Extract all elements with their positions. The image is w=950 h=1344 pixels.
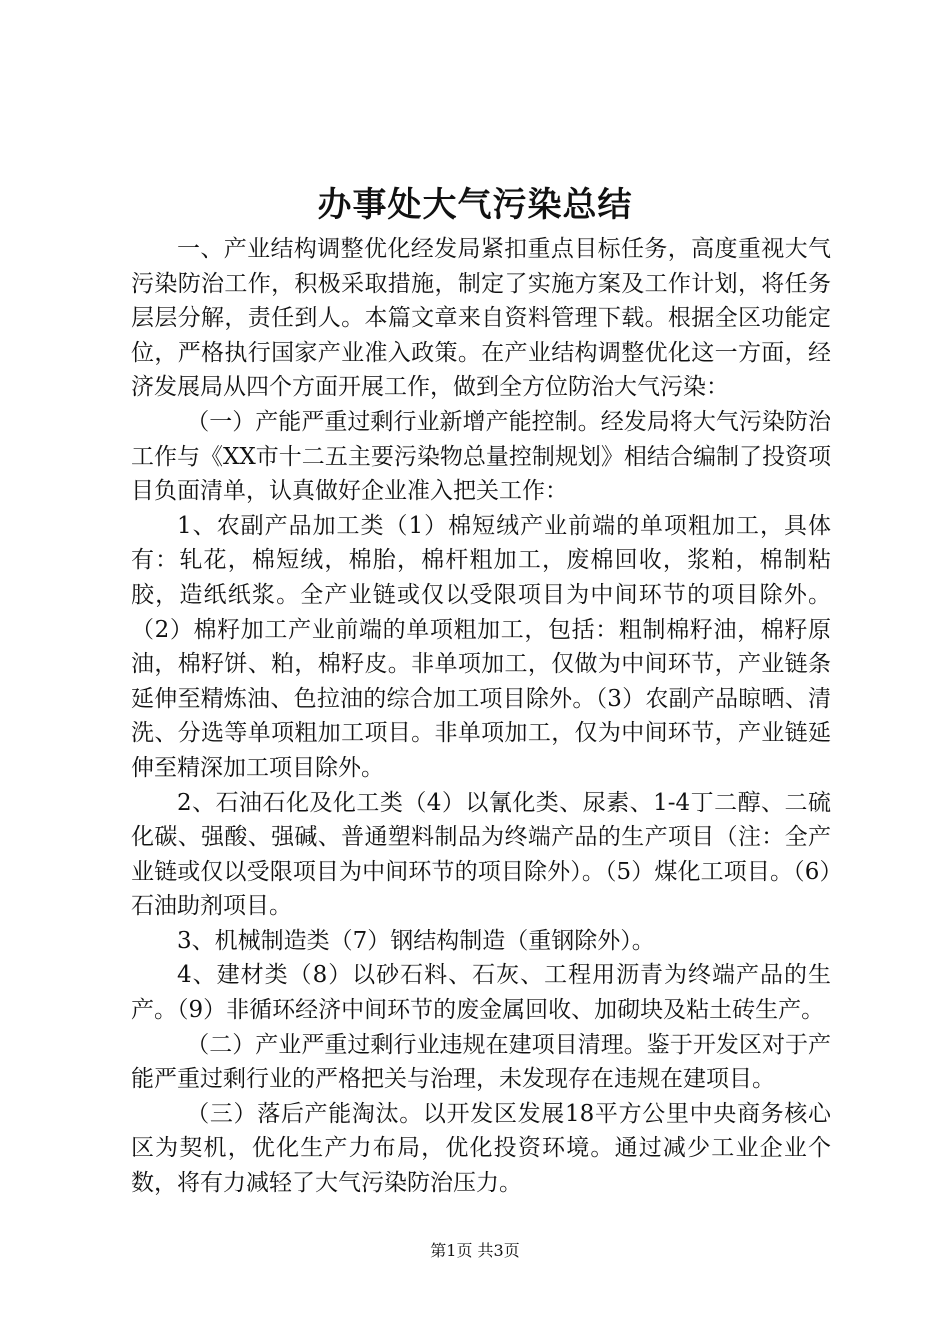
paragraph-machinery: 3、机械制造类（7）钢结构制造（重钢除外）。: [177, 927, 655, 954]
page-number: 第1页 共3页: [430, 1241, 520, 1260]
paragraph-industry-structure: 一、产业结构调整优化经发局紧扣重点目标任务，高度重视大气污染防治工作，积极采取措施，制定了实施方案及工作计划，将任务层层分解，责任到人。本篇文章来自资料管理下载。根据全区功能定位，严格执行国家产业准入政策。在产业结构调整优化这一方面，经济发展局从四个方面开展工作，做到全方位防治大气污染：: [131, 236, 831, 401]
paragraph-agricultural-processing: 1、农副产品加工类（1）棉短绒产业前端的单项粗加工，具体有：轧花，棉短绒，棉胎，棉杆粗加工，废棉回收，浆粕，棉制粘胶，造纸纸浆。全产业链或仅以受限项目为中间环节的项目除外。（2）棉籽加工产业前端的单项粗加工，包括：粗制棉籽油，棉籽原油，棉籽饼、粕，棉籽皮。非单项加工，仅做为中间环节，产业链条延伸至精炼油、色拉油的综合加工项目除外。（3）农副产品晾晒、清洗、分选等单项粗加工项目。非单项加工，仅为中间环节，产业链延伸至精深加工项目除外。: [131, 512, 831, 781]
document-title: 办事处大气污染总结: [317, 185, 633, 225]
paragraph-building-materials: 4、建材类（8）以砂石料、石灰、工程用沥青为终端产品的生产。（9）非循环经济中间环节的废金属回收、加砌块及粘土砖生产。: [131, 962, 831, 1024]
paragraph-obsolete-capacity: （三）落后产能淘汰。以开发区发展18平方公里中央商务核心区为契机，优化生产力布局，优化投资环境。通过减少工业企业个数，将有力减轻了大气污染防治压力。: [131, 1100, 831, 1197]
paragraph-petrochemical: 2、石油石化及化工类（4）以氰化类、尿素、1-4丁二醇、二硫化碳、强酸、强碱、普通塑料制品为终端产品的生产项目（注：全产业链或仅以受限项目为中间环节的项目除外）。（5）煤化工项目。（6）石油助剂项目。: [131, 789, 831, 920]
paragraph-illegal-projects: （二）产业严重过剩行业违规在建项目清理。鉴于开发区对于产能严重过剩行业的严格把关与治理，未发现存在违规在建项目。: [131, 1031, 831, 1093]
document-body: [131, 232, 831, 1201]
paragraph-capacity-control: （一）产能严重过剩行业新增产能控制。经发局将大气污染防治工作与《XX市十二五主要污染物总量控制规划》相结合编制了投资项目负面清单，认真做好企业准入把关工作：: [131, 408, 831, 505]
